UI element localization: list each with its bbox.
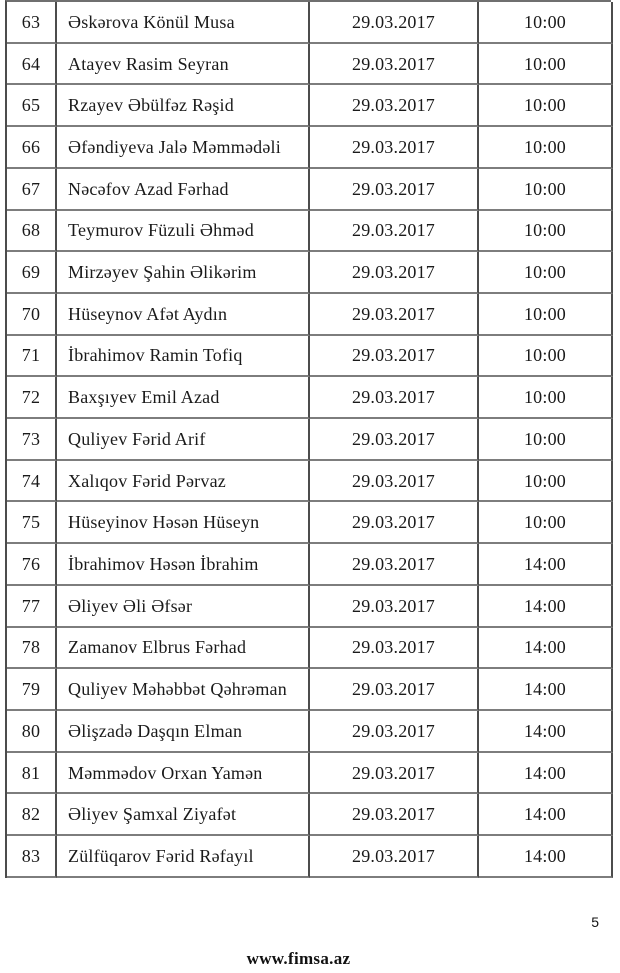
time-cell: 10:00 <box>479 336 613 378</box>
time-cell: 10:00 <box>479 419 613 461</box>
date-cell: 29.03.2017 <box>310 44 479 86</box>
row-number-cell: 65 <box>7 85 57 127</box>
row-number-cell: 75 <box>7 502 57 544</box>
row-number-cell: 81 <box>7 753 57 795</box>
time-cell: 14:00 <box>479 628 613 670</box>
name-cell: İbrahimov Həsən İbrahim <box>57 544 310 586</box>
date-cell: 29.03.2017 <box>310 211 479 253</box>
time-cell: 14:00 <box>479 669 613 711</box>
date-cell: 29.03.2017 <box>310 836 479 878</box>
time-cell: 14:00 <box>479 586 613 628</box>
date-cell: 29.03.2017 <box>310 753 479 795</box>
time-cell: 14:00 <box>479 544 613 586</box>
time-cell: 14:00 <box>479 794 613 836</box>
time-cell: 10:00 <box>479 2 613 44</box>
date-cell: 29.03.2017 <box>310 336 479 378</box>
name-cell: Əliyev Şamxal Ziyafət <box>57 794 310 836</box>
name-cell: Baxşıyev Emil Azad <box>57 377 310 419</box>
name-cell: Əlişzadə Daşqın Elman <box>57 711 310 753</box>
page-number: 5 <box>591 914 599 930</box>
row-number-cell: 76 <box>7 544 57 586</box>
name-cell: Atayev Rasim Seyran <box>57 44 310 86</box>
footer-website: www.fimsa.az <box>246 949 351 968</box>
date-cell: 29.03.2017 <box>310 544 479 586</box>
row-number-cell: 82 <box>7 794 57 836</box>
time-cell: 10:00 <box>479 252 613 294</box>
name-cell: Əliyev Əli Əfsər <box>57 586 310 628</box>
date-cell: 29.03.2017 <box>310 461 479 503</box>
date-cell: 29.03.2017 <box>310 669 479 711</box>
row-number-cell: 74 <box>7 461 57 503</box>
date-cell: 29.03.2017 <box>310 711 479 753</box>
name-cell: Xalıqov Fərid Pərvaz <box>57 461 310 503</box>
name-cell: Teymurov Füzuli Əhməd <box>57 211 310 253</box>
row-number-cell: 67 <box>7 169 57 211</box>
row-number-cell: 72 <box>7 377 57 419</box>
name-cell: Nəcəfov Azad Fərhad <box>57 169 310 211</box>
row-number-cell: 73 <box>7 419 57 461</box>
time-cell: 10:00 <box>479 294 613 336</box>
name-cell: Hüseynov Afət Aydın <box>57 294 310 336</box>
row-number-cell: 70 <box>7 294 57 336</box>
time-cell: 10:00 <box>479 127 613 169</box>
time-cell: 10:00 <box>479 85 613 127</box>
name-cell: Quliyev Məhəbbət Qəhrəman <box>57 669 310 711</box>
date-cell: 29.03.2017 <box>310 586 479 628</box>
name-cell: Məmmədov Orxan Yamən <box>57 753 310 795</box>
row-number-cell: 63 <box>7 2 57 44</box>
time-cell: 10:00 <box>479 169 613 211</box>
time-cell: 14:00 <box>479 836 613 878</box>
name-cell: Zamanov Elbrus Fərhad <box>57 628 310 670</box>
row-number-cell: 80 <box>7 711 57 753</box>
row-number-cell: 66 <box>7 127 57 169</box>
row-number-cell: 68 <box>7 211 57 253</box>
date-cell: 29.03.2017 <box>310 252 479 294</box>
date-cell: 29.03.2017 <box>310 377 479 419</box>
name-cell: Əskərova Könül Musa <box>57 2 310 44</box>
name-cell: Mirzəyev Şahin Əlikərim <box>57 252 310 294</box>
row-number-cell: 83 <box>7 836 57 878</box>
date-cell: 29.03.2017 <box>310 127 479 169</box>
time-cell: 10:00 <box>479 44 613 86</box>
row-number-cell: 78 <box>7 628 57 670</box>
time-cell: 10:00 <box>479 502 613 544</box>
time-cell: 10:00 <box>479 461 613 503</box>
date-cell: 29.03.2017 <box>310 169 479 211</box>
name-cell: Zülfüqarov Fərid Rəfayıl <box>57 836 310 878</box>
time-cell: 14:00 <box>479 753 613 795</box>
name-cell: İbrahimov Ramin Tofiq <box>57 336 310 378</box>
date-cell: 29.03.2017 <box>310 419 479 461</box>
date-cell: 29.03.2017 <box>310 294 479 336</box>
row-number-cell: 71 <box>7 336 57 378</box>
date-cell: 29.03.2017 <box>310 628 479 670</box>
name-cell: Rzayev Əbülfəz Rəşid <box>57 85 310 127</box>
name-cell: Hüseyinov Həsən Hüseyn <box>57 502 310 544</box>
schedule-table <box>5 0 611 878</box>
date-cell: 29.03.2017 <box>310 502 479 544</box>
name-cell: Quliyev Fərid Arif <box>57 419 310 461</box>
row-number-cell: 79 <box>7 669 57 711</box>
row-number-cell: 64 <box>7 44 57 86</box>
name-cell: Əfəndiyeva Jalə Məmmədəli <box>57 127 310 169</box>
date-cell: 29.03.2017 <box>310 85 479 127</box>
row-number-cell: 69 <box>7 252 57 294</box>
row-number-cell: 77 <box>7 586 57 628</box>
time-cell: 10:00 <box>479 211 613 253</box>
time-cell: 10:00 <box>479 377 613 419</box>
time-cell: 14:00 <box>479 711 613 753</box>
date-cell: 29.03.2017 <box>310 2 479 44</box>
date-cell: 29.03.2017 <box>310 794 479 836</box>
